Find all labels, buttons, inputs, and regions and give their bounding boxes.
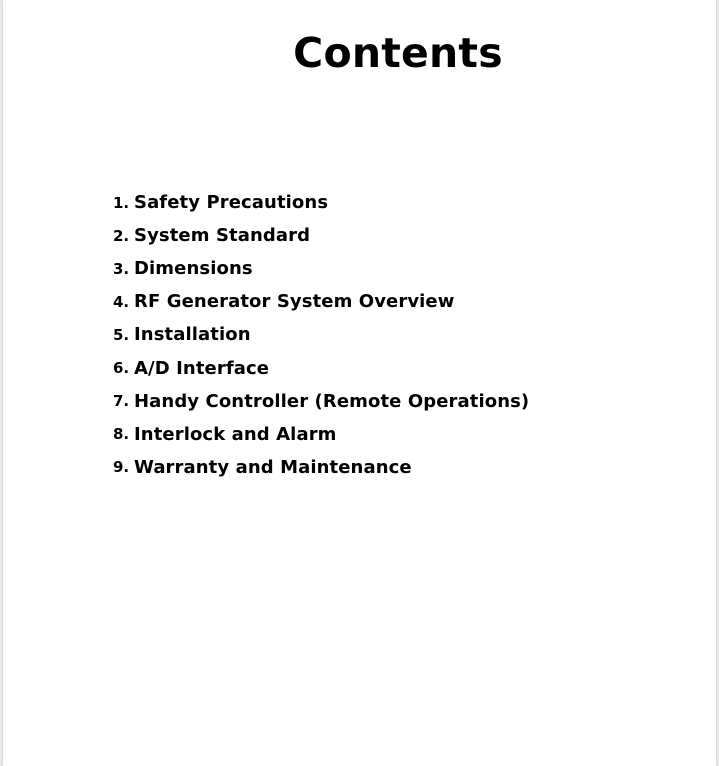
toc-item-label: System Standard — [134, 225, 311, 247]
toc-item-interlock-alarm[interactable] — [113, 418, 529, 451]
toc-item-handy-controller[interactable] — [113, 385, 529, 418]
toc-item-safety-precautions[interactable] — [113, 186, 529, 219]
toc-item-ad-interface[interactable] — [113, 351, 529, 384]
toc-item-number: 9. — [113, 458, 130, 477]
toc-item-number: 6. — [113, 359, 130, 378]
toc-item-label: RF Generator System Overview — [134, 291, 455, 313]
toc-item-system-standard[interactable] — [113, 219, 529, 252]
toc-item-number: 4. — [113, 292, 130, 311]
toc-item-label: Warranty and Maintenance — [134, 456, 412, 478]
toc-item-label: Installation — [134, 324, 251, 346]
toc-item-warranty-maintenance[interactable] — [113, 451, 529, 484]
toc-item-label: Handy Controller (Remote Operations) — [134, 390, 530, 412]
table-of-contents — [113, 186, 529, 484]
toc-item-label: A/D Interface — [134, 357, 270, 379]
toc-item-installation[interactable] — [113, 318, 529, 351]
toc-item-label: Interlock and Alarm — [134, 423, 337, 445]
toc-item-rf-generator-overview[interactable] — [113, 285, 529, 318]
toc-item-number: 5. — [113, 325, 130, 344]
toc-item-label: Safety Precautions — [134, 192, 329, 214]
toc-item-number: 8. — [113, 425, 130, 444]
page-title: Contents — [293, 29, 503, 77]
toc-item-label: Dimensions — [134, 258, 253, 280]
toc-item-number: 3. — [113, 259, 130, 278]
toc-item-number: 1. — [113, 193, 130, 212]
toc-item-dimensions[interactable] — [113, 252, 529, 285]
toc-item-number: 7. — [113, 392, 130, 411]
document-page — [3, 0, 716, 766]
toc-item-number: 2. — [113, 226, 130, 245]
